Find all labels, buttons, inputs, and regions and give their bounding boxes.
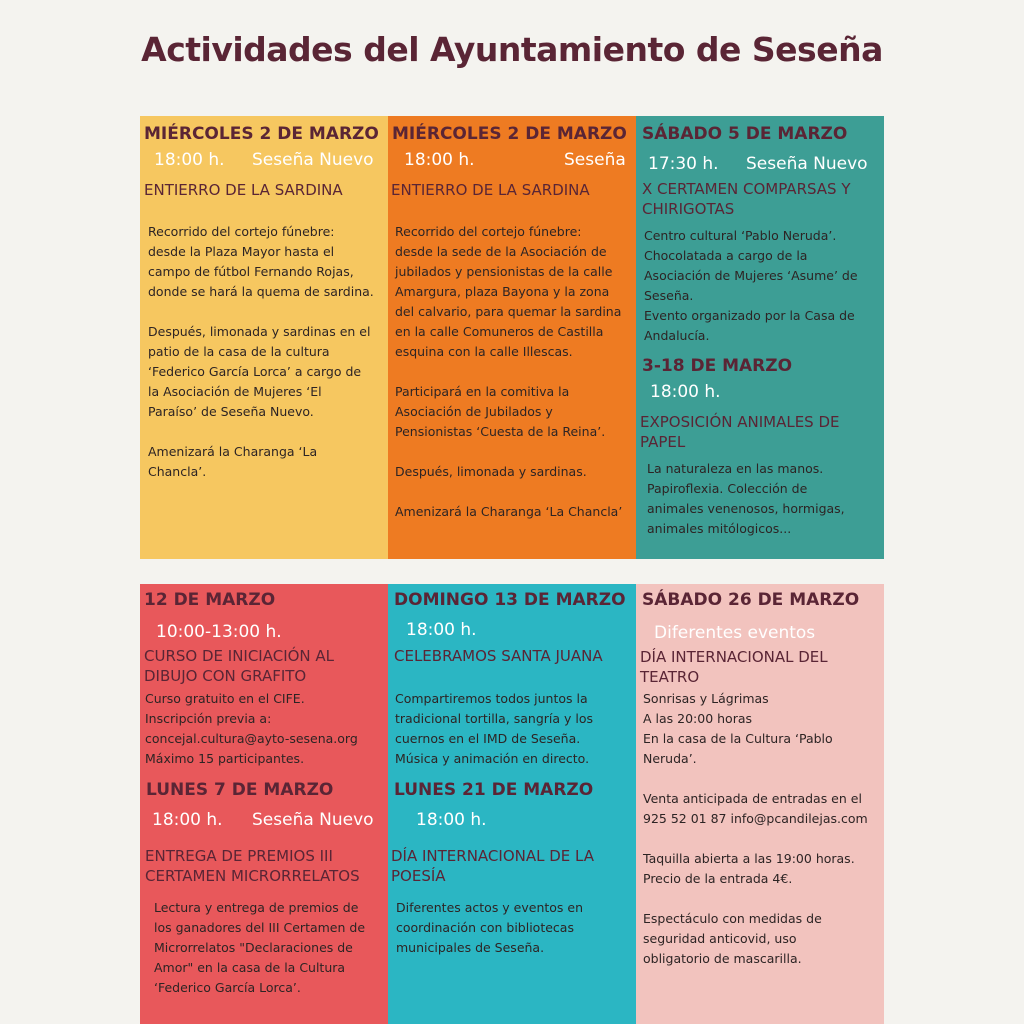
event-title-secondary: DÍA INTERNACIONAL DE LA POESÍA <box>391 847 594 885</box>
event-time-secondary: 18:00 h. <box>650 382 721 402</box>
event-place: Seseña Nuevo <box>746 154 868 174</box>
page-title: Actividades del Ayuntamiento de Seseña <box>141 30 883 69</box>
event-date: DOMINGO 13 DE MARZO <box>394 590 626 610</box>
event-description: Curso gratuito en el CIFE. Inscripción previa a: concejal.cultura@ayto-sesena.org Máximo 15 participantes. <box>145 691 358 766</box>
event-date: MIÉRCOLES 2 DE MARZO <box>144 124 379 144</box>
event-title: CELEBRAMOS SANTA JUANA <box>394 647 603 665</box>
event-card-sardina-sesena-nuevo <box>140 116 388 559</box>
event-place: Seseña <box>564 150 626 170</box>
event-date: 12 DE MARZO <box>144 590 276 610</box>
event-time: Diferentes eventos <box>654 623 816 643</box>
event-place: Seseña Nuevo <box>252 150 374 170</box>
event-card-santa-juana <box>388 584 636 1024</box>
event-date: MIÉRCOLES 2 DE MARZO <box>392 124 627 144</box>
event-title: CURSO DE INICIACIÓN AL DIBUJO CON GRAFITO <box>144 647 335 685</box>
event-title: ENTIERRO DE LA SARDINA <box>391 181 590 199</box>
event-title: ENTIERRO DE LA SARDINA <box>144 181 343 199</box>
event-description: Sonrisas y Lágrimas A las 20:00 horas En la casa de la Cultura ‘Pablo Neruda’. Venta anticipada de entradas en el 925 52 01 87 info@pcandilejas.com Taquilla abierta a las 19:00 horas. Precio de la entrada 4€. Espectáculo con medidas de seguridad anticovid, uso obligatorio de mascarilla. <box>643 691 868 966</box>
event-description-secondary: La naturaleza en las manos. Papiroflexia. Colección de animales venenosos, hormigas, animales mitólogicos... <box>647 461 845 536</box>
event-description: Recorrido del cortejo fúnebre: desde la sede de la Asociación de jubilados y pensionistas de la calle Amargura, plaza Bayona y la zona del calvario, para quemar la sardina en la calle Comuneros de Castilla esquina con la calle Illescas. Participará en la comitiva la Asociación de Jubilados y Pensionistas ‘Cuesta de la Reina’. Después, limonada y sardinas. Amenizará la Charanga ‘La Chancla’ <box>395 224 623 519</box>
event-description-secondary: Lectura y entrega de premios de los ganadores del III Certamen de Microrrelatos "Declaraciones de Amor" en la casa de la Cultura ‘Federico García Lorca’. <box>154 900 366 995</box>
event-description: Compartiremos todos juntos la tradicional tortilla, sangría y los cuernos en el IMD de Seseña. Música y animación en directo. <box>395 691 594 766</box>
event-description-secondary: Diferentes actos y eventos en coordinación con bibliotecas municipales de Seseña. <box>396 900 584 955</box>
event-title: X CERTAMEN COMPARSAS Y CHIRIGOTAS <box>642 180 851 218</box>
event-title: DÍA INTERNACIONAL DEL TEATRO <box>640 648 828 686</box>
event-time: 10:00-13:00 h. <box>156 622 282 642</box>
event-title-secondary: ENTREGA DE PREMIOS III CERTAMEN MICRORRELATOS <box>145 847 360 885</box>
event-description: Centro cultural ‘Pablo Neruda’. Chocolatada a cargo de la Asociación de Mujeres ‘Asume’ de Seseña. Evento organizado por la Casa de Andalucía. <box>644 228 858 343</box>
event-date-secondary: 3-18 DE MARZO <box>642 356 793 376</box>
event-time: 18:00 h. <box>404 150 475 170</box>
event-date-secondary: LUNES 21 DE MARZO <box>394 780 594 800</box>
event-card-curso-dibujo <box>140 584 388 1024</box>
event-card-sardina-sesena <box>388 116 636 559</box>
event-date: SÁBADO 26 DE MARZO <box>642 590 860 610</box>
event-time: 18:00 h. <box>154 150 225 170</box>
event-description: Recorrido del cortejo fúnebre: desde la Plaza Mayor hasta el campo de fútbol Fernando Rojas, donde se hará la quema de sardina. Después, limonada y sardinas en el patio de la casa de la cultura ‘Federico García Lorca’ a cargo de la Asociación de Mujeres ‘El Paraíso’ de Seseña Nuevo. Amenizará la Charanga ‘La Chancla’. <box>148 224 374 479</box>
event-date: SÁBADO 5 DE MARZO <box>642 124 848 144</box>
event-title-secondary: EXPOSICIÓN ANIMALES DE PAPEL <box>640 413 840 451</box>
event-time-secondary: 18:00 h. <box>416 810 487 830</box>
event-time-secondary: 18:00 h. <box>152 810 223 830</box>
event-time: 17:30 h. <box>648 154 719 174</box>
event-card-comparsas <box>636 116 884 559</box>
event-place-secondary: Seseña Nuevo <box>252 810 374 830</box>
event-date-secondary: LUNES 7 DE MARZO <box>146 780 334 800</box>
event-card-dia-teatro <box>636 584 884 1024</box>
event-time: 18:00 h. <box>406 620 477 640</box>
